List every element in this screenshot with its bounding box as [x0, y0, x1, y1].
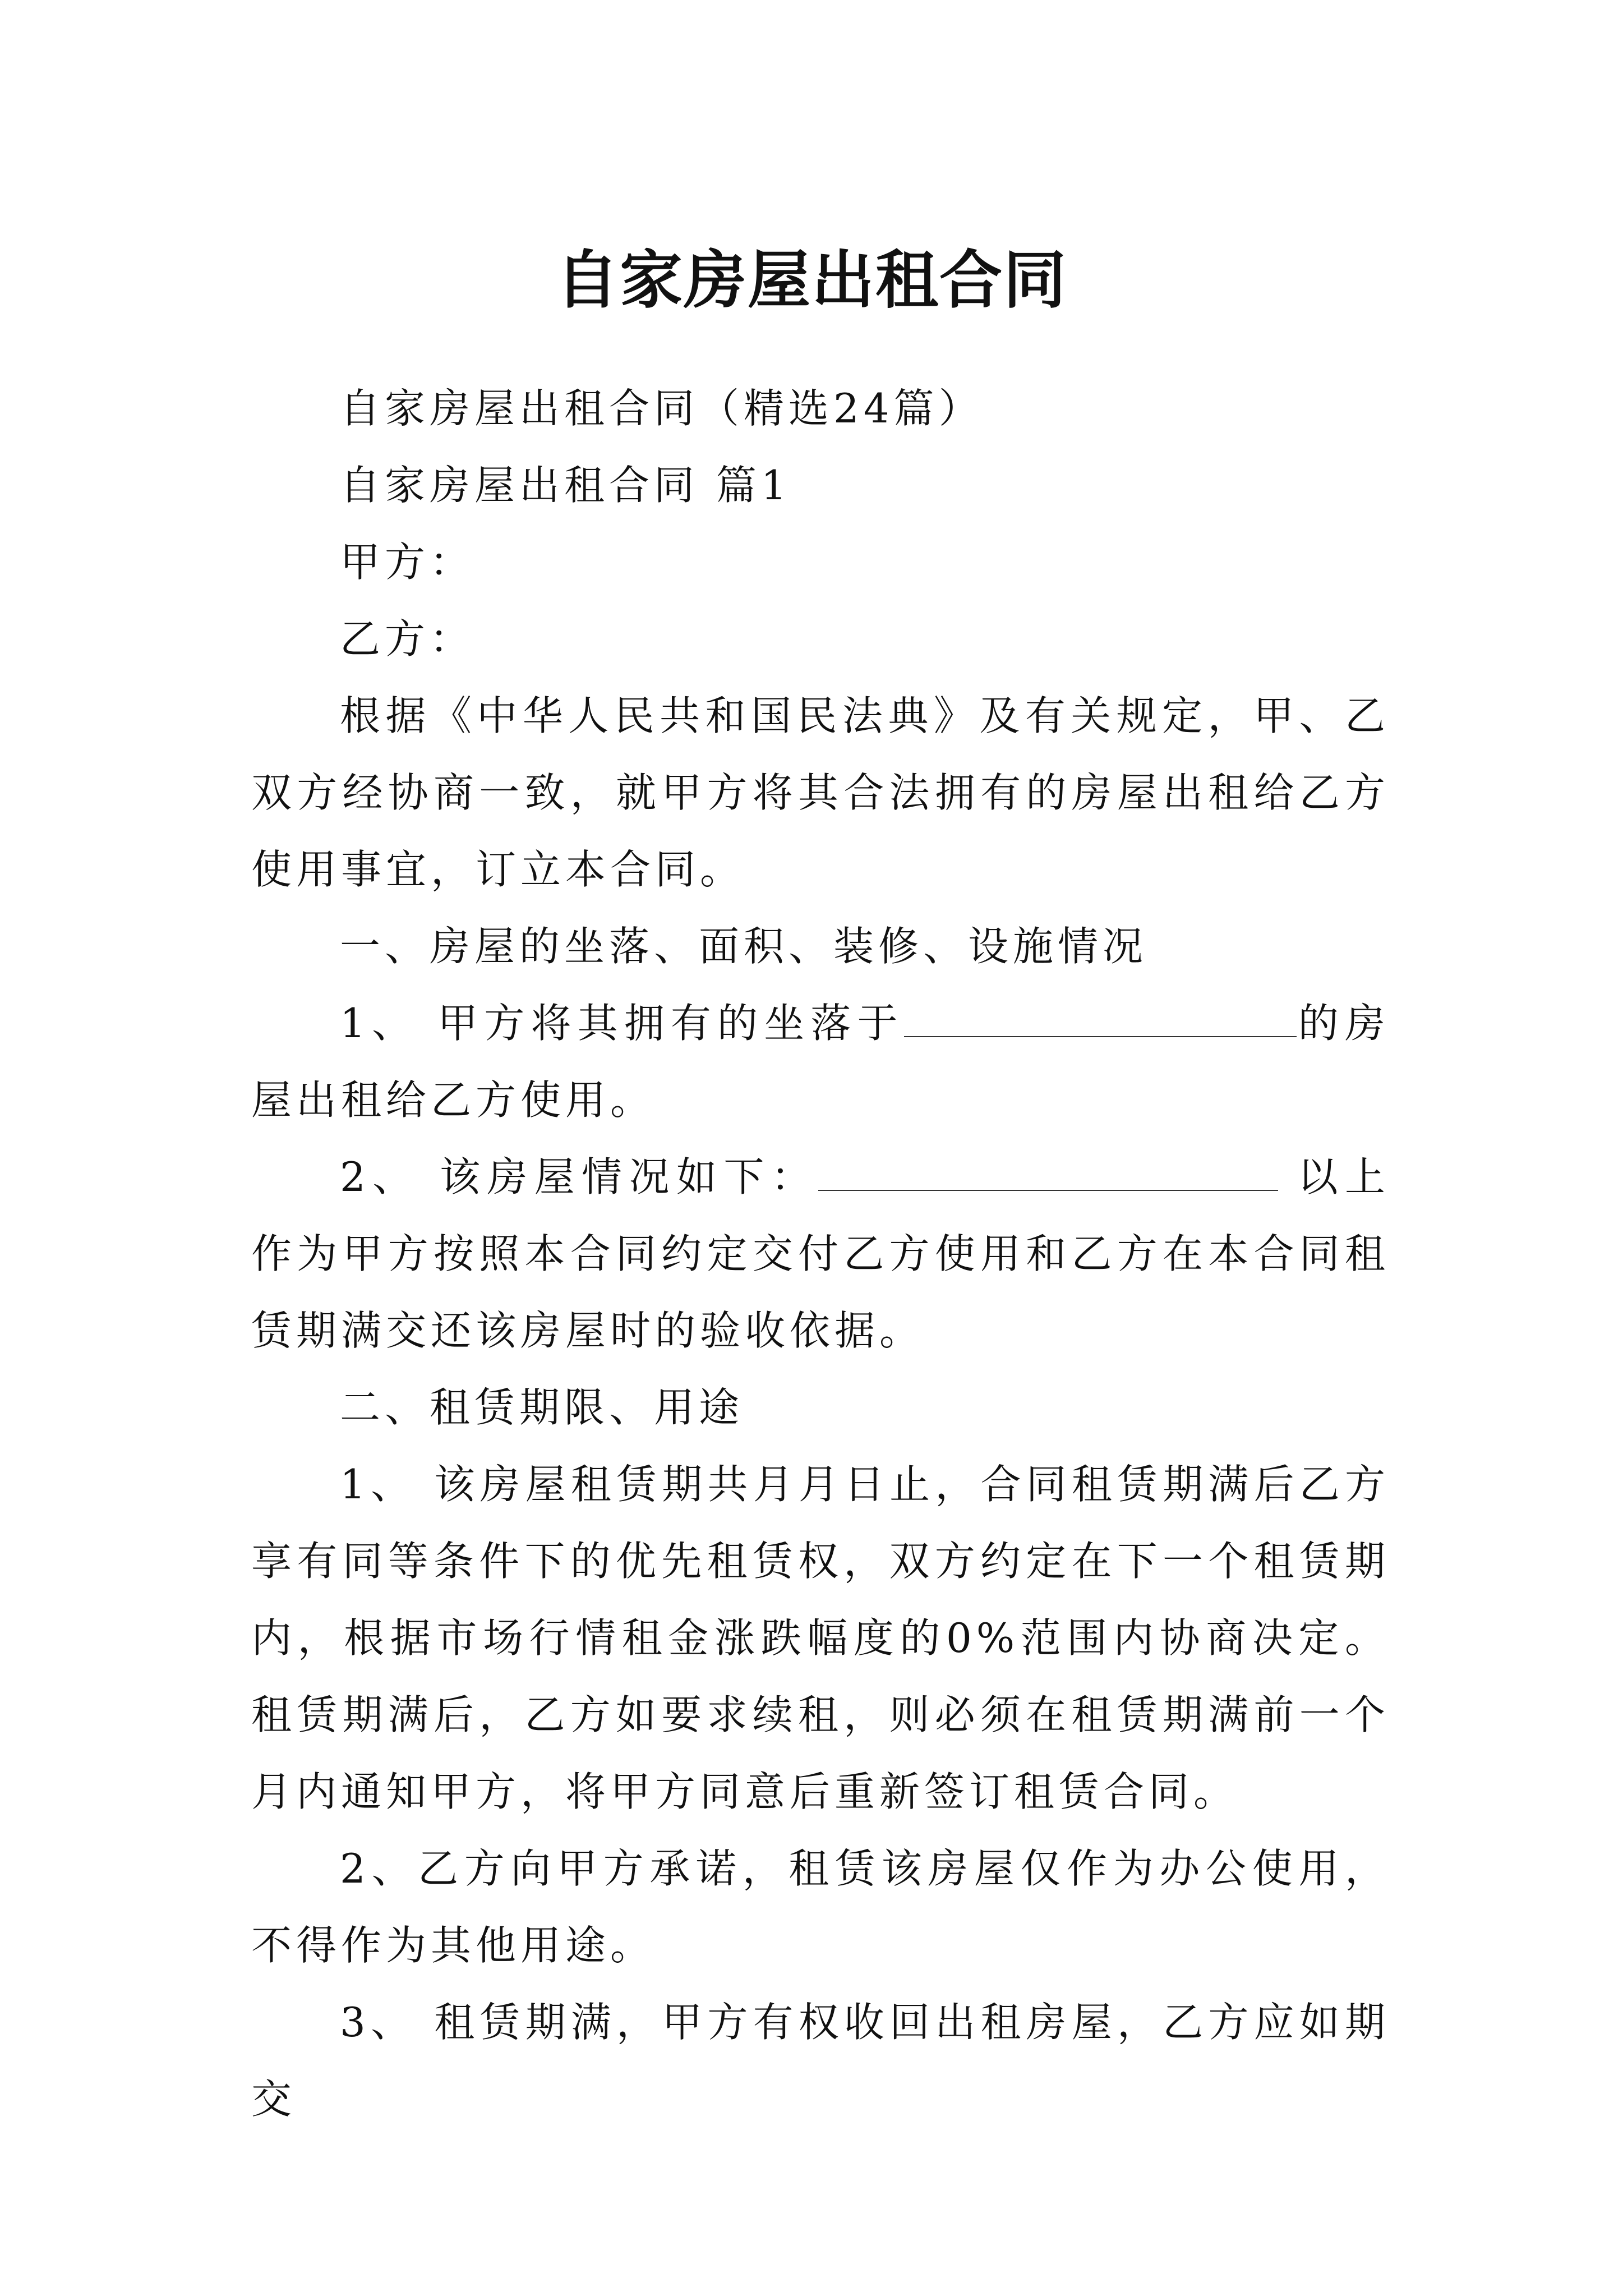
document-body: [251, 370, 1390, 2138]
paragraph-usage: 2、乙方向甲方承诺，租赁该房屋仅作为办公使用，不得作为其他用途。: [251, 1845, 1390, 1969]
paragraph-section-title: 自家房屋出租合同 篇1: [340, 462, 791, 509]
location-blank: [904, 1002, 1297, 1037]
condition-blank: [818, 1156, 1278, 1191]
paragraph-lease-period: 1、 该房屋租赁期共月月日止，合同租赁期满后乙方享有同等条件下的优先租赁权，双方约定在下一个租赁期内，根据市场行情租金涨跌幅度的0%范围内协商决定。租赁期满后，乙方如要求续租，则必须在租赁期满前一个月内通知甲方，将甲方同意后重新签订租赁合同。: [251, 1461, 1390, 1815]
location-text-end: 的房屋出租给乙方使用。: [251, 1000, 1390, 1124]
paragraph-house-condition: [251, 1139, 1390, 1369]
condition-text-start: 2、 该房屋情况如下：: [340, 1153, 819, 1200]
condition-text-end: 以上作为甲方按照本合同约定交付乙方使用和乙方在本合同租赁期满交还该房屋时的验收依据。: [251, 1153, 1390, 1354]
paragraph-party-b: 乙方：: [340, 615, 475, 662]
location-text-start: 1、 甲方将其拥有的坐落于: [340, 1000, 904, 1047]
paragraph-location: [251, 985, 1390, 1139]
heading-lease-term: 二、租赁期限、用途: [340, 1384, 744, 1431]
paragraph-expiry: 3、 租赁期满，甲方有权收回出租房屋，乙方应如期交: [251, 1999, 1390, 2123]
document-title: 自家房屋出租合同: [556, 243, 1067, 318]
heading-house-info: 一、房屋的坐落、面积、装修、设施情况: [340, 923, 1148, 970]
paragraph-collection-title: 自家房屋出租合同（精选24篇）: [340, 385, 984, 432]
paragraph-preamble: 根据《中华人民共和国民法典》及有关规定，甲、乙双方经协商一致，就甲方将其合法拥有的房屋出租给乙方使用事宜，订立本合同。: [251, 692, 1390, 893]
paragraph-party-a: 甲方：: [340, 539, 475, 586]
